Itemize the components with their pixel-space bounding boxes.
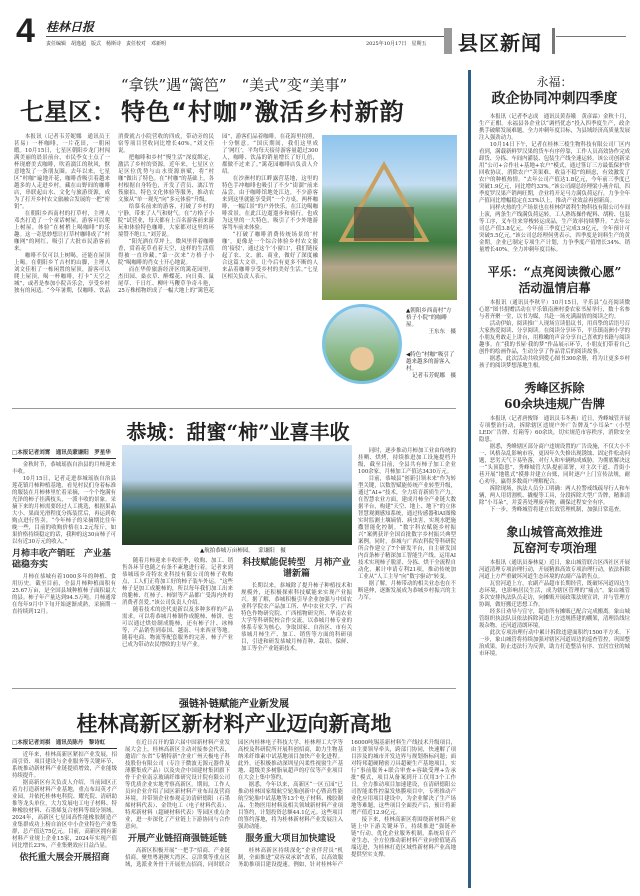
- paragraph: 在朝阳乡西南村的打草村，主理人邓杰打造了一个童话树屋，游客可以爬上树屋，体验“在树梢上喝咖啡”的乐趣。这一奇思妙想让打草村咖啡成了“村咖网”的网红，吸引了大批市民游客前来。: [14, 211, 110, 252]
- story2-headline: 恭城：甜蜜“柿”业喜丰收: [126, 420, 350, 444]
- article-title-line1: 平乐：“点亮阅读微心愿”: [487, 265, 622, 279]
- story2-body-right: [358, 448, 456, 602]
- paragraph: 目前，恭城县“创新引领未来”作为转型关键，以数智赋能传统产业转型升级，通过“AI+”技术，全力培育新质生产力。在智慧农业方面，建成月柿全产业链大数据平台，构建“天空、地上、地下”的立体智慧观测感知系统，通过传感器和AI图像实时监测土壤墒情、病虫害，实现水肥施撒智能化控制。“数字科农赋能乡村振兴”案例获评全国首批数字乡村振兴典型案例。同时，恭城与广西农科院等科研院所合作建立了7个研发平台，自主研发国内首条柿子精深加工智能生产线。运用AI技术实现柿子脱涩、分拣、烘干全流程自动化，累计申请专利21项，推动传统加工业从“人工主导”向“数字驱动”转变。: [358, 476, 456, 580]
- paragraph: 同时，逐步推动月柿加工业由传统的挂晒、烘烤，持续推进加工设施提档升级，截至目前，全县共有柿子加工企业100余家，月柿加工产值达3430万元。: [358, 448, 456, 475]
- paragraph: 随着月柿迎来丰收旺季，收购、加工、销售各环节也随之有条不紊地进行着。记者来到恭城瑶乡奇特农业科技有限公司的柿子收购点，工人们正将加工好的柿子装车外运。“这些柿子是加工成脆柿的，所以每年我们加工出来的脆柿、红柿子、柿饼等产品都广受海内外的消费者喜爱。”该公司负责人介绍。: [122, 558, 233, 606]
- newspaper-logo: 桂林日报: [46, 20, 95, 34]
- photo-caption-1: [406, 308, 456, 336]
- paragraph: 金秋时节，恭城瑶族自治县的月柿迎来丰收。: [12, 462, 116, 475]
- story2-body-left: [12, 450, 116, 616]
- paragraph: 近年来，桂林高新区紧扣产业发展，招商引资、项目建设与企业服务等关键环节，系统推动新材料产业链提质增效，产业能级持续提升。: [12, 752, 117, 779]
- header-rule: [46, 36, 446, 37]
- story3-subheading-3: 服务重大项目加快建设: [245, 834, 336, 844]
- caption-credit: 王东东 摄: [428, 329, 456, 335]
- paragraph: 接下来，桂林高新区将围绕新材料产业链上中下游关键环节，持续推进“强链补链”行动，优化企业服务机制，系统培育产业生态，全方位推动新材料产业向价值链高端迈进，为桂林打造区域性新材料产业高地提供坚实支撑。: [351, 817, 456, 858]
- article-title-line1: 永福：: [536, 75, 573, 89]
- right-column: [468, 70, 630, 888]
- article-title-line2: 瓦窑河专项治理: [512, 541, 597, 555]
- story1-headline: [20, 92, 460, 127]
- article-body: [479, 560, 630, 658]
- persimmon-orchard-aerial-photo: [122, 445, 352, 545]
- paragraph: 拆除现场，执法人员分工明确：两人拉警戒线疏导行人和车辆，两人用切割机、撬棍等工具，分段拆除大型广告牌，精准清除“小耳朵”，并妥善处理废弃物，确保过程安全有序。: [479, 486, 630, 506]
- paragraph: 10月15日，记者走进恭城瑶族自治县莲花镇月柿种植基地，看见村民们身着标准的服装在月柿林里忙着采摘，一个个饱满有光泽的柿子挂满枝头，一派丰收的景象。采摘下来的月柿需要经过人工挑选，根据果品大小、果面光滑程度分拣装筐后，再运到收购点进行售卖。“今年柿子的采摘期比往年晚一些，目前的收购价格在1.2元每斤，如果价格持续稳定的话，我种的这30亩柿子可以有近30万元的收入。”: [12, 476, 116, 545]
- paragraph: 据悉，秀峰辖区部分商户违规设置的广告设施，不仅大小不一、风格杂乱影响市容，更因年久失修出现锈蚀、固定件松动问题，恶劣天气下易坠落，对行人和车辆构成威胁。为彻底解决这一“头顶隐患”，秀峰城管大队提前部署，对主次干道、背街小巷开展“地毯式”摸排并建立台账，同时逐户上门宣传法规，耐心劝导，赢得多数商户理解配合。: [479, 444, 630, 485]
- story2-body-middle: [122, 558, 352, 653]
- paragraph: 经多日劝导与宣守，超市所有摊贩已配合完成搬离。象山城管组织执法队员依法拆除河道上方违规搭建的棚架，清理沿线垃圾杂物，还河道清朗环境。: [479, 609, 630, 629]
- section-block: [444, 28, 452, 54]
- story1-headline-prefix: 七星区：: [20, 97, 116, 126]
- caption-credit: 蒙谦阳 摄: [258, 548, 286, 554]
- paragraph: 月柿在恭城有着1000多年的种植、食用历史。截至目前，全县月柿种植面积有25.67万亩，是全国县域种植柿子面积最大的县。柿子年产量达到94.5万吨。月柿通常在每年9月中下旬开始逐渐成熟，采摘期一直持续到12月。: [12, 574, 116, 615]
- story3-headline: 桂林高新区新材料产业迈向新高地: [76, 711, 392, 736]
- story3-kicker: 强链补链赋能产业新发展: [179, 699, 289, 710]
- coffee-cabin-photo: [322, 135, 457, 300]
- article-body: [479, 416, 630, 514]
- paragraph: 本报讯（通讯员李秋平）10月15日，平乐县“点亮阅读微心愿”图书捐赠活动在平乐镇南洲村委农家书屋举行，数十名参与者齐聚一堂，以书为媒，共赴一场充满温情的阅读之约。: [479, 300, 630, 320]
- paragraph: 瓦窑河道上方，农副产品超市长期经营，既破坏河道周边生态环境，也影响居民生活，成为辖区管理的“痛点”。象山城管多次安排执法队员走访，向摊贩开展政策法规宣讲，并与管理方协调，做好搬迁思想工作。: [479, 581, 630, 608]
- paragraph: 据悉，今年以来，高新区“一区五园”已推动桂林国家级航空轮胎创新中心暨高性能航空轮胎中试基地等13个电子材料、橡胶制品、生物医用材料及相关领域新材料产业项目签约，计划投资总额44.1亿元。这些项目的签约落地，将为桂林新材料产业发展注入强劲动能。: [238, 782, 343, 830]
- paragraph: 10月14日下午，记者在桂林三棱生物科技有限公司厂区内看到，满载新鲜罗汉果的货车有序停靠，工作人员高效协作完成卸货、分拣、车间内灌装、包装生产线全速运转。该公司创新采用“公司+合作社+基地+农户”模式，通过签订三方最低保护价回收协议，消除农户“卖果难、收益不稳”的顾虑，有效激发了农户的种植热情。“去年公司产值达1.8亿元，今年前三季度已突破1.9亿元，同比增约33%。”该公司副总经理梁小燕介绍，四季度罗汉果产销两旺期，企业将开足马力满负荷运行，力争全年产值同比增幅稳定在33%以上，推动产业效益再创新高。: [479, 142, 630, 204]
- paragraph: 据了解，月柿带动的相关业态也在不断延伸，逐渐发展成为恭城乡村振兴的主力军。: [358, 581, 456, 601]
- paragraph: 在沙洲村的江畔露营基地，这里的特色手冲咖啡也吸引了不少“街溜”前来品尝。由于咖啡馆地处江边，不少游客来到这里就能享受到“一个方桌，两杯咖啡，一幅江景”的户外快乐。在江边喝咖啡赏景，在此江边遛遛步和骑行，也成为这里的一大特色，吸引了不少外地游客驾车前来体验。: [222, 176, 318, 231]
- yongfu-article: [479, 74, 630, 254]
- pingle-article: [479, 264, 630, 370]
- paragraph: 给慕名前来的游客，打破了乡村的宁静，带来了人气和财气。在“方格子小院”试营业，每天都有上百名游客前来游玩和体验特色咖啡，大家都对这里的环境赞不绝口。”刘芳说。: [118, 204, 214, 238]
- caption-credit: 记者韦芳妮娜 摄: [411, 373, 456, 379]
- xiufeng-article: [479, 380, 630, 514]
- section-divider: [12, 688, 456, 689]
- caption-text: ◀特色“村咖”吸引了越来越多的游客入村。: [406, 352, 455, 372]
- caption-text: ▲航拍恭城万亩柿园。: [200, 548, 251, 554]
- paragraph: 本报讯（记者李志成 通讯员黄春娥 黄彦霖）金秋十月，生产正酣。永福县各企业以“调档优态”投入四季度生产，政企携手破解发展难题，全力冲刺年度目标，为县域经济高质量发展注入强劲动力。: [479, 114, 630, 141]
- caption-text: ▲朝阳乡西南村“方格子小院”的咖啡屋。: [406, 308, 452, 328]
- paragraph: 高新区积极开展“一把手”招商、产业链招商，聚焦粤港澳大湾区、京津冀等重点区域，选派业务骨干开展驻点招商，同时联合园区内桂林电子科技大学、桂林理工大学等高校及科研院所开展科创招商，助力生物基纳米纤维素中试基地项目加快产业化进程。此外，还积极推动深圳星闪柔性视窗生产基地、超级美多树脂氧超声的疗仪等产业项目在大会上集中签约。: [125, 740, 343, 868]
- editor-credit: 责任编辑 胡逸超: [46, 41, 87, 47]
- story3-subheading-1: 依托重大展会开展招商: [19, 853, 110, 863]
- paragraph: “阳光洒在草坪上，微风里伴着咖啡香，赏着花草看着天空，这样的生活值得被一直珍藏。”第一次来“方格子小院”喝咖啡的肖女士开心地说。: [118, 239, 214, 266]
- editor-credits: [46, 40, 166, 47]
- paragraph: 桂林高新区持续深化“企业伴营员”机制，全面推进“双容双承诺”改革，以高效服务助推项目建设提速。例如，针对桂林年产16000吨锡基新材料生产线技术升级项目，由主要领导牵头，跨部门协同，快速解了项目涉及的城市开发边界与规划指标问题；面对特邦超硬精密刀具超硬生产基地项目，实行“事前服务+联合审查+容缺受理+告承批”模式，项目从备案到开工仅用3个工作日。全力推动项目加速建设，在清研德阳公司智能柔性控温发热膜项目中，专班推动产业化应用项目建设中，为企业解决了生产场地等难题，这些项目全面投产后，预计将新增产值近12.9亿元。: [238, 740, 456, 868]
- article-title-line2: 60余块违规广告牌: [504, 397, 605, 411]
- story3-subheading-2: 开展产业链招商强链延链: [127, 834, 227, 844]
- paragraph: 随着技术的迭代更新以及多种多样的产品需求，可以将恭城月柿制作成脆柿、柿饼，也可以通过烘焙制成脆柿，还有柿子汁、冰柿等，产品销售到泰国、越南、马来西亚等地。随着电商、物流等配套服务的完善，柿子产业已成为带动农民增收的主导产业。: [122, 607, 233, 648]
- paragraph: 此次专项治理行动中累计拆除违建面积约1500平方米。下一步，象山城管将持续加强对辖区河道周边的巡查管控，巩固整治成果，防止违法行为反弹，助力打造整洁有序、宜居宜业的城市环境。: [479, 630, 630, 657]
- paragraph: 活动伊始，阅读推广人现场宣读倡议书，用真挚的话语号召大家热爱阅读、分享阅读。在阅读分享环节，平乐镇南洲小学的小朋友勇敢走上讲台，用稚嫩的声音分享自己喜欢的书籍与阅读趣事。在“我的书屋·我的梦”作品展示环节，小朋友们带着自己创作的绘画作品，生动分享了作品背后的阅读故事。: [479, 321, 630, 355]
- story2-byline: □本报记者刘霄 通讯员蒙谦阳 罗星华: [12, 450, 116, 459]
- photo-caption-2: [406, 352, 456, 380]
- story2-subheading-1: 月柿丰收产销旺 产业基础稳夯实: [12, 549, 112, 570]
- article-title-line2: 政企协同冲刺四季度: [491, 91, 618, 107]
- paragraph: 同样火热的生产场景也在桂林伊诺利生物科技有限公司车间上演，两条生产线满负荷运转，工人熟练操作配料、胡粉、包装等工序，叉车往来穿梭转运成品，生产效率持续攀升。“去年公司总产值3.8亿元，今年前三季度已完成3.9亿元，全年预计可突破5.5亿元。”该公司总经理何勇表示，四季度是饲料生产的黄金期，企业已制定专项生产计划，力争季度产值增长34%、销量增长40%，全力冲刺年度目标。: [479, 205, 630, 253]
- story3-body: [12, 740, 456, 869]
- paragraph: 而在华侨旅游经济区的篱花园里，杰田园、桑衣草、醉蝶花、向日葵、鼠尾草、千日红、柳叶马鞭草争奇斗艳，25万株植物织成了一幅大地上的“篱笆花园”，游客们品着咖啡，在花海里拍照，十分惬意。“国庆期间，我们这里成了‘网红’，平均每天接待游客量超过300人，咖啡、饮品的销量增长了好几倍，都做不过来了。”篱花园咖啡店负责人介绍。: [118, 134, 318, 294]
- article-body: [479, 114, 630, 254]
- paragraph: 本报讯（记者韦芳妮娜 通讯员王甚易）一杯咖啡，一片花田，一朝闲暇。10月15日，七星区朝阳乡龙门村闯满美丽的晨景前台，市民李女士点了一杯现磨美式咖啡，吹着漓江的秋风，惬意地发了一条朋友圈。去年以来，七星区“村咖”遍地开花，咖啡香吸引着越来越多的人走进乡村。藏在山野间的咖啡店，串联起山水、文化与旅游资源，成为了打开乡村农文旅融合发展的一把“密钥”。: [14, 134, 110, 210]
- paragraph: 长期以来，恭城除了提升柿子种植技术和规模外，还积极探索科技赋能来实现产业振兴。据了解，恭城积极引导企业加强与中国农业科学院农产品加工所、华中农业大学、广西特色作物研究院、广西植物研究所、华南农业大学等科研院校合作交流，以恭城月柿专业的体系专家为核心，争取国家、自治区、市有关恭城月柿生产、加工、销售等方面的科研项目，引进和研发恭城月柿育种、栽培、保鲜、加工等全产业链新技术。: [241, 583, 352, 652]
- article-title-line1: 秀峰区拆除: [524, 381, 585, 395]
- article-title-line1: 象山城管高效推进: [506, 525, 603, 539]
- paragraph: 本报讯（通讯员秦林夏）近日，象山城管联合区西社区开展河道清理专项治理行动，开展精准高效专项治理行动，依法拆除河道上方严重破坏河道生态环境的农副产品销售点。: [479, 560, 630, 580]
- article-body: [479, 300, 630, 370]
- story1-body: [14, 134, 318, 295]
- story1-kicker: “拿铁”遇“篱笆” “美式”变“美事”: [120, 76, 348, 94]
- page-number: 4: [16, 12, 35, 50]
- story3-byline: □本报记者刘祺 通讯员陈丹 黎诗虹: [12, 740, 117, 749]
- paragraph: 咖啡不仅可以上树喝，还能在屋顶上喝。在朝阳乡丫吉村的山脚，主理人刘文佳租了一栋闲置的屋顶，游客可以爬上屋顶，喝一杯咖啡，打卡“天空之城”，或者是参加小院音乐会，享受乡村独有的闲适。“今年暑期，仅咖啡、饮品消费就占小院营收的四成，带动旁的民宿等项目营收同比增长40%。”刘文佳说。: [14, 134, 214, 294]
- paragraph: 据悉，此次活动共收到爱心图书300余册，将为让更多乡村孩子的阅读梦想落地生根。: [479, 356, 630, 369]
- paragraph: 据高新区有关负责人介绍，当前园区正着力打造新材料产业基地，重点布局英才产业园，并依托桂林电科院、耀光院、清研助推等龙头单位，大力发展电工电子材料、特种橡胶材料、石墨烯复合材料等细分领域。2024年，高新区七星园高性能橡胶制造产业集群成功上榜自治区中小企业特色产业集群，总产值达75亿元。目前，高新区拥有新材料产业规上企业15家，2024年实现产值同比增长23%，产业集聚效应日益凸显。: [12, 780, 117, 849]
- section-rule: [556, 36, 626, 37]
- photo-caption-3: [200, 548, 286, 555]
- article-title-line2: 活动温情启幕: [518, 281, 591, 295]
- editor-credit: 责任校对 邓新明: [126, 41, 167, 47]
- xiangshan-article: [479, 524, 630, 658]
- section-bar: [552, 28, 555, 54]
- section-divider: [12, 408, 456, 409]
- paragraph: 把咖啡和乡村“慢生活”深度绑定，激活了乡村的资源。近年来，七星区立足区位优势与山水资源禀赋，将“村咖”做出了特色。在“村咖”的基础上，各村根据自身特色，开发了营员、漓江竹筏旅拍、特色文化体验等服务，推动农文旅从“单一观光”向“多元体验”升级。: [118, 155, 214, 203]
- story2-subheading-2: 科技赋能促转型 月柿产业谱新篇: [242, 558, 351, 579]
- a-frame-cabin-illustration: [322, 135, 457, 300]
- story1-headline-main: 特色“村咖”激活乡村新韵: [121, 98, 405, 126]
- paragraph: 下一步，秀峰城管将建立长效管理机制，加强日常巡查。: [489, 507, 625, 513]
- issue-date: 2025年10月17日 星期五: [366, 41, 427, 47]
- coffee-cup-photo: [322, 304, 402, 384]
- section-title: 县区新闻: [458, 31, 542, 55]
- paragraph: 本报讯（记者唐俊锋 通讯员韦冬燕）近日，秀峰城管开展专项整治行动，拆除辖区违规户外广告牌及“小耳朵”（小型LED广告牌、灯箱等）60余块，切实规范市容秩序，消除安全隐患。: [479, 416, 630, 443]
- paragraph: 在近日召开的第六届中国新材料产业发展大会上，桂林高新区主动对接参会代表，邀请广东省“专精特新”企业广州天极电子科技股份有限公司（专注于微波无源元器件及薄膜集成产品）以及央企中国建材集团旗下骨干企业南京玻璃纤维研究设计院有限公司等优质企业实地考察高新区。期间，工作人员向企业介绍了园区新材料产业布局及营商环境，并带领企业参观走访清研德阳（石墨烯材料代表）、金铁电工（电子材料代表）、特邦新材料（超硬材料代表）等园区重点企业，进一步深化了产业链上下游协同与合作意向。: [125, 740, 230, 830]
- paragraph: “打破了咖啡消费传统场景的‘村咖’，更像是一个综合体验乡村农文旅的‘接驳’，通过这个‘小窗口’，我们链接起了农、文、旅、商业，做好了深度融合这篇大文章，让今后有更多不断的人来品着咖啡享受乡村的美好生活。”七星区相关负责人表示。: [222, 232, 318, 280]
- editor-credit: 版式 杨斯诗: [91, 41, 122, 47]
